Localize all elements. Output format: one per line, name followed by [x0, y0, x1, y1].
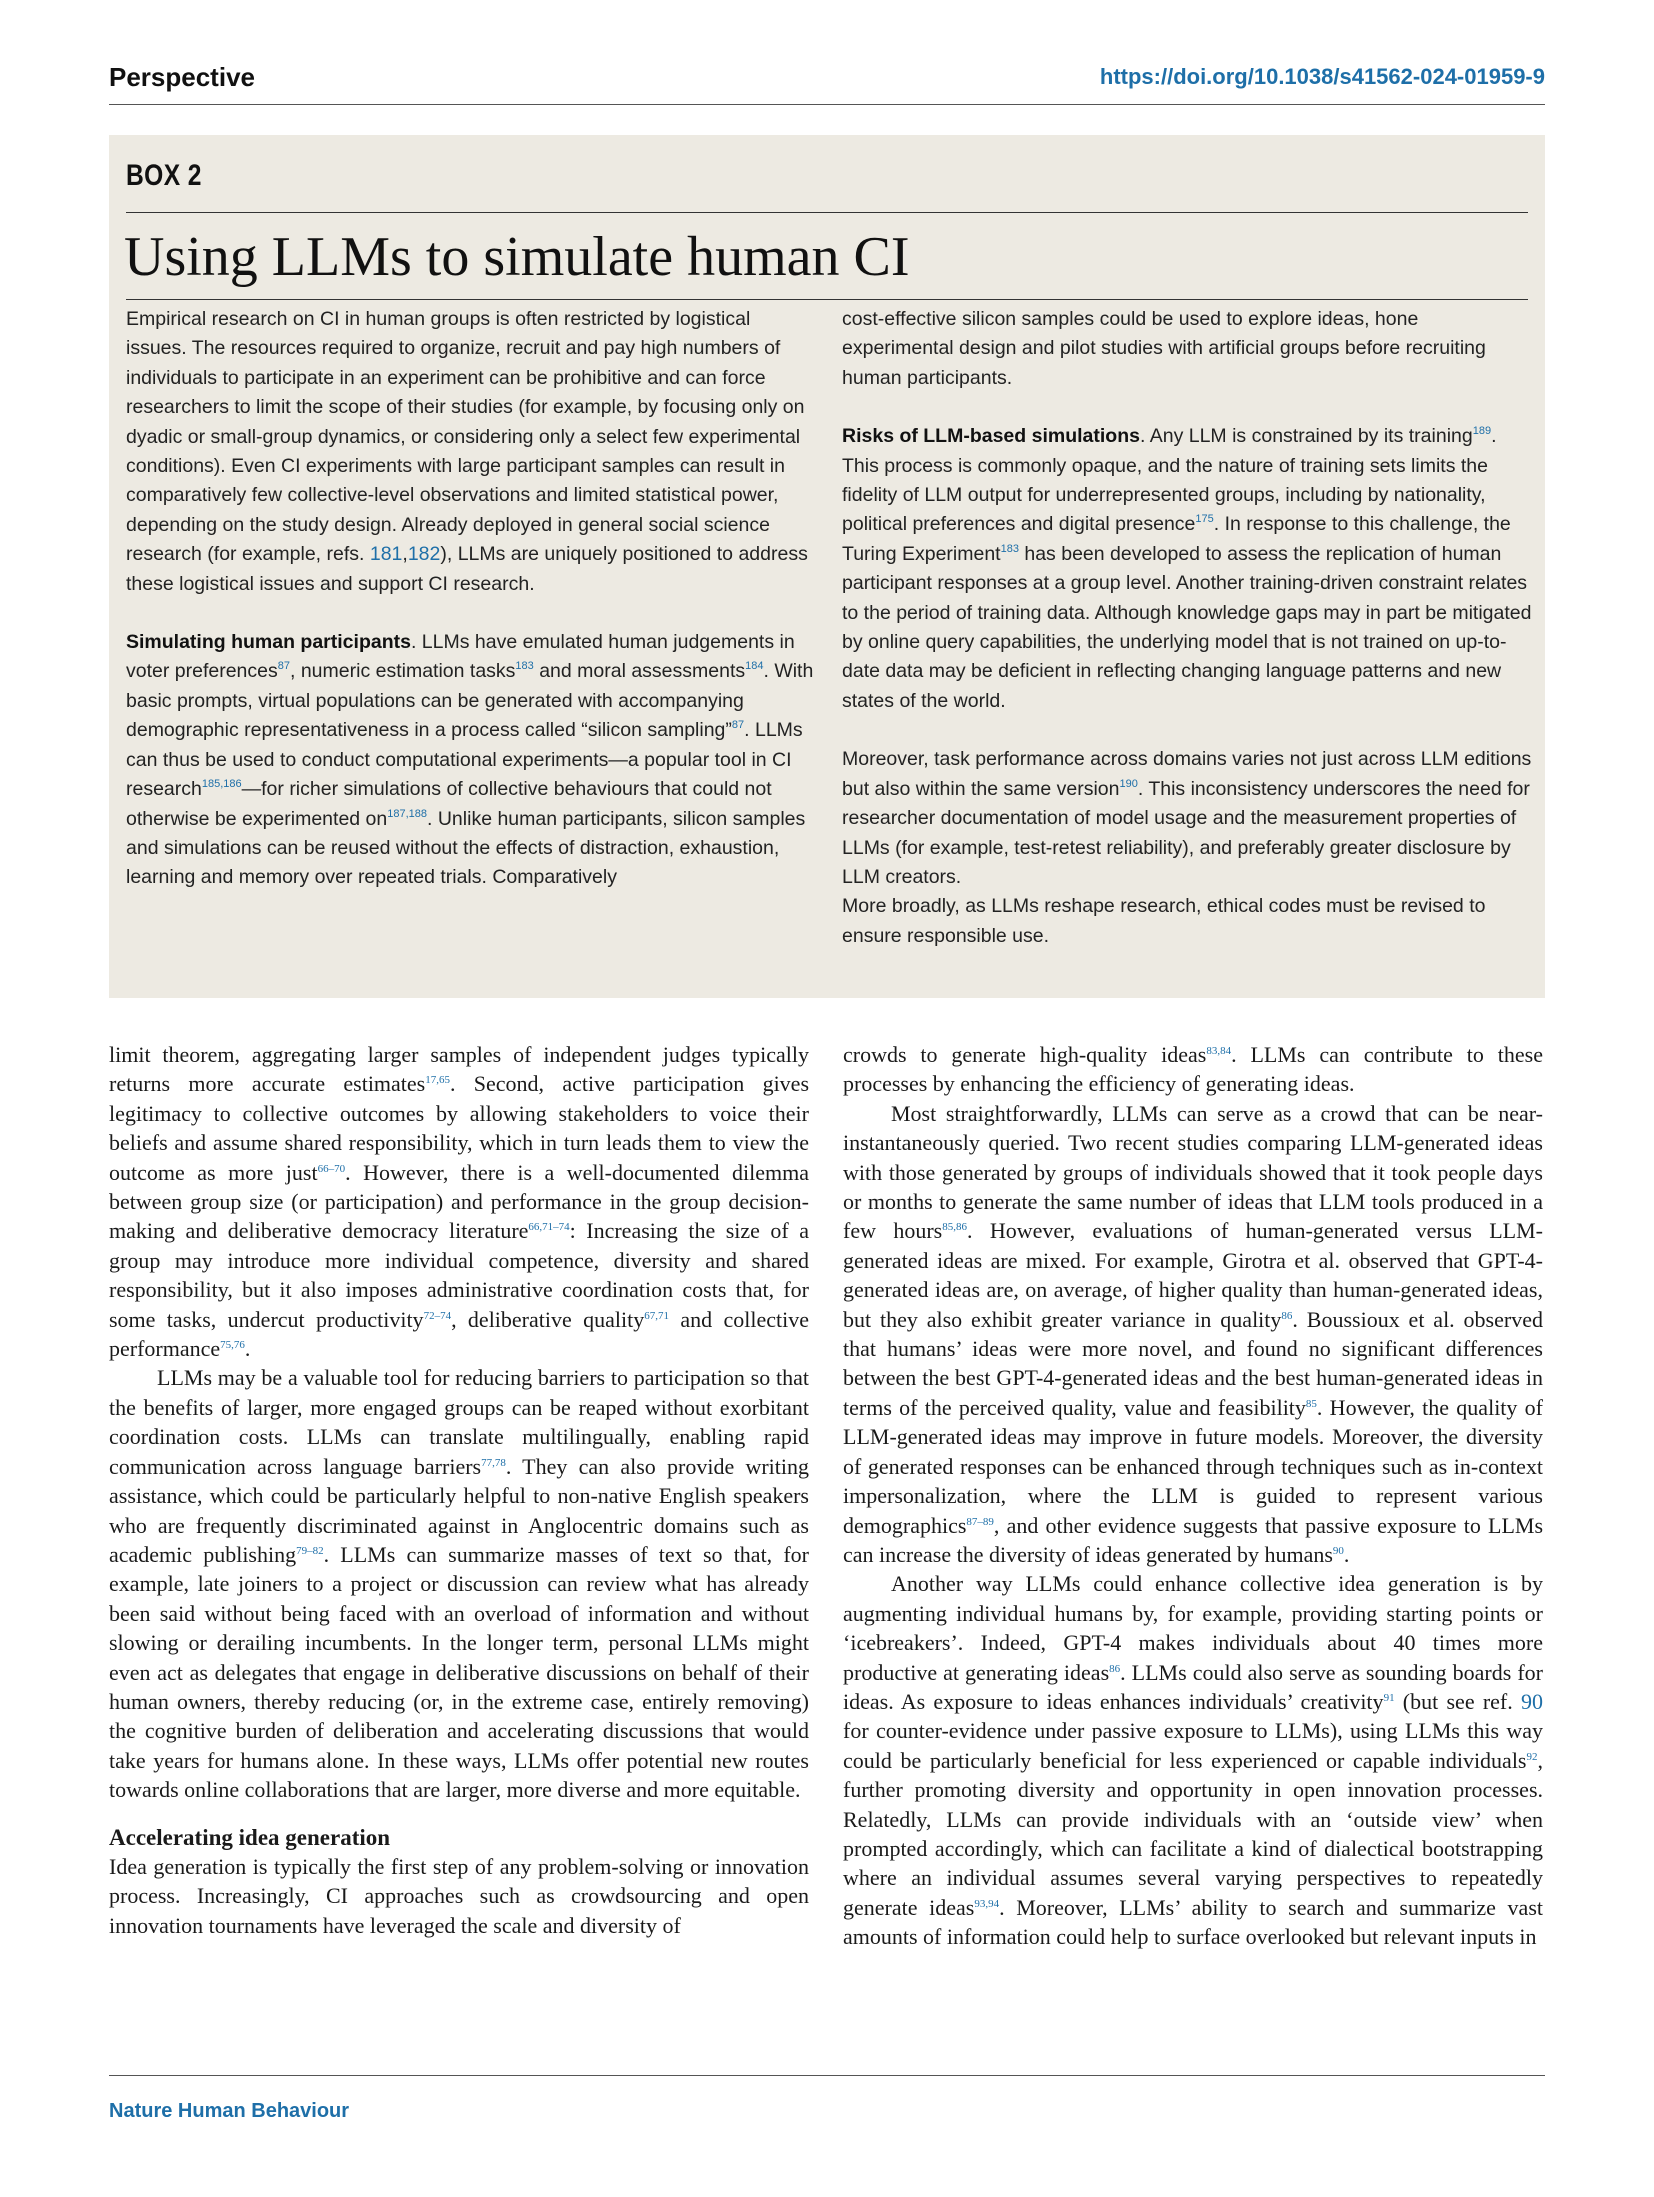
text: . They can also provide writing assistance, which could be particularly helpful to non-native English speakers who are frequently discriminated against in Anglocentric domains such as academic publishing [109, 1453, 810, 1567]
paragraph-heading: Simulating human participants [126, 631, 411, 654]
header-divider [109, 104, 1545, 105]
ref-link[interactable]: 86 [1109, 1662, 1121, 1675]
text: . Any LLM is constrained by its training [1139, 425, 1473, 448]
box-column-left [126, 305, 816, 893]
text: —for richer simulations of collective behaviours that could not otherwise be experimented on [126, 778, 772, 830]
body-paragraph [843, 1040, 1543, 1099]
text: Most straightforwardly, LLMs can serve as a crowd that can be near-instantaneously queried. Two recent studies comparing LLM-generated ideas with those generated by groups of individuals showed that it took people days or months to generate the same number of ideas that LLM tools produced in a few hours [843, 1100, 1543, 1244]
ref-link[interactable]: 66–70 [317, 1162, 346, 1175]
ref-link[interactable]: 90 [1332, 1544, 1344, 1557]
ref-link[interactable]: 175 [1195, 513, 1214, 526]
text: . Moreover, LLMs’ ability to search and summarize vast amounts of information could help to surface overlooked but relevant inputs in [843, 1894, 1543, 1950]
ref-link[interactable]: 17,65 [425, 1074, 450, 1087]
text: . In response to this challenge, the Turing Experiment [842, 513, 1511, 565]
ref-link[interactable]: 83,84 [1206, 1045, 1232, 1057]
ref-link[interactable]: 93,94 [974, 1897, 1000, 1910]
text: . However, evaluations of human-generated versus LLM-generated ideas are mixed. For example, Girotra et al. observed that GPT-4-generated ideas are, on average, of higher quality than human-generated ideas, but they also exhibit greater variance in quality [843, 1218, 1543, 1332]
box-paragraph [126, 628, 816, 893]
body-paragraph [109, 1363, 809, 1804]
ref-link[interactable]: 66,71–74 [528, 1221, 570, 1234]
text: . LLMs have emulated human judgements in voter preferences [126, 631, 795, 683]
ref-link[interactable]: 75,76 [220, 1339, 245, 1352]
ref-link[interactable]: 185,186 [201, 778, 242, 791]
text: . Boussioux et al. observed that humans’ ideas were more novel, and found no significant differences between the best GPT-4-generated ideas and the best human-generated ideas in terms of the perceived quality, value and feasibility [843, 1306, 1543, 1420]
ref-link[interactable]: 79–82 [296, 1544, 324, 1557]
ref-link[interactable]: 189 [1472, 425, 1492, 438]
text: LLMs may be a valuable tool for reducing barriers to participation so that the benefits of larger, more engaged groups can be reaped without exorbitant coordination costs. LLMs can translate multilingually, enabling rapid communication across language barriers [109, 1365, 809, 1479]
ref-link[interactable]: 184 [745, 660, 764, 673]
text: . LLMs can summarize masses of text so that, for example, late joiners to a project or discussion can review what has already been said without being faced with an overload of information and without slowing or derailing incumbents. In the longer term, personal LLMs might even act as delegates that engage in deliberative discussions on behalf of their human owners, thereby reducing (or, in the extreme case, entirely removing) the cognitive burden of deliberation and accelerating discussions that would take years for humans alone. In these ways, LLMs offer potential new routes towards online collaborations that are larger, more diverse and more equitable. [109, 1541, 809, 1803]
ref-link[interactable]: 86 [1281, 1309, 1293, 1322]
ref-link[interactable]: 90 [1521, 1688, 1543, 1714]
box-panel [109, 135, 1545, 998]
box-paragraph [126, 305, 816, 599]
ref-link[interactable]: 92 [1526, 1750, 1538, 1763]
text: , deliberative quality [451, 1306, 645, 1332]
text: Another way LLMs could enhance collective idea generation is by augmenting individual humans by, for example, providing starting points or ‘icebreakers’. Indeed, GPT-4 makes individuals about 40 times more productive at generating ideas [843, 1571, 1543, 1685]
text: Empirical research on CI in human groups is often restricted by logistical issues. The resources required to organize, recruit and pay high numbers of individuals to participate in an experiment can be prohibitive and can force researchers to limit the scope of their studies (for example, by focusing only on dyadic or small-group dynamics, or considering only a select few experimental conditions). Even CI experiments with large participant samples can result in comparatively few collective-level observations and limited statistical power, depending on the study design. Already deployed in general social science research (for example, refs. [126, 308, 805, 566]
body-paragraph: Idea generation is typically the first step of any problem-solving or innovation process. Increasingly, CI approaches such as crowdsourcing and open innovation tournaments have leveraged the scale and diversity of [109, 1853, 809, 1938]
text: limit theorem, aggregating larger samples of independent judges typically returns more accurate estimates [109, 1042, 809, 1097]
box-paragraph: cost-effective silicon samples could be used to explore ideas, hone experimental design and pilot studies with artificial groups before recruiting human participants. [842, 308, 1486, 389]
box-label: BOX 2 [126, 159, 202, 192]
text: , [402, 543, 408, 566]
text: . LLMs can contribute to these processes by enhancing the efficiency of generating ideas. [843, 1042, 1543, 1097]
section-label: Perspective [109, 62, 255, 92]
text: and moral assessments [533, 660, 746, 683]
ref-link[interactable]: 187,188 [387, 807, 428, 820]
ref-link[interactable]: 67,71 [644, 1309, 669, 1322]
text: , numeric estimation tasks [290, 660, 516, 683]
ref-link[interactable]: 85 [1305, 1397, 1317, 1410]
box-divider [126, 299, 1528, 300]
box-title: Using LLMs to simulate human CI [124, 226, 910, 288]
text: has been developed to assess the replication of human participant responses at a group level. Another training-driven constraint relates to the period of training data. Although knowledge gaps may in part be mitigated by online query capabilities, the underlying model that is not trained on up-to-date data may be deficient in reflecting changing language patterns and new states of the world. [842, 542, 1532, 712]
box-divider [126, 212, 1528, 213]
text: . LLMs could also serve as sounding boards for ideas. As exposure to ideas enhances individuals’ creativity [843, 1659, 1543, 1714]
ref-link[interactable]: 190 [1119, 777, 1138, 790]
ref-link[interactable]: 181 [369, 543, 403, 566]
ref-link[interactable]: 87 [277, 660, 290, 673]
body-paragraph [109, 1040, 809, 1363]
body-paragraph [843, 1099, 1543, 1570]
doi-link[interactable]: https://doi.org/10.1038/s41562-024-01959-9 [1099, 64, 1545, 89]
ref-link[interactable]: 87–89 [966, 1515, 994, 1528]
text: Moreover, task performance across domains varies not just across LLM editions but also within the same version [842, 748, 1532, 800]
text: . This inconsistency underscores the need for researcher documentation of model usage and the measurement properties of LLMs (for example, test-retest reliability), and preferably greater disclosure by LLM creators. [842, 777, 1530, 888]
text: . [244, 1336, 251, 1362]
box-paragraph [842, 422, 1532, 716]
ref-link[interactable]: 87 [731, 719, 745, 732]
box-paragraph [842, 745, 1532, 892]
ref-link[interactable]: 77,78 [481, 1456, 506, 1469]
text: . Second, active participation gives legitimacy to collective outcomes by allowing stakeholders to voice their beliefs and assume shared responsibility, which in turn leads them to view the outcome as more just [109, 1071, 810, 1185]
text: for counter-evidence under passive exposure to LLMs), using LLMs this way could be particularly beneficial for less experienced or capable individuals [843, 1718, 1543, 1773]
text: and collective performance [109, 1306, 810, 1362]
box-column-right [842, 305, 1532, 951]
ref-link[interactable]: 85,86 [942, 1221, 967, 1234]
text: . Unlike human participants, silicon samples and simulations can be reused without the effects of distraction, exhaustion, learning and memory over repeated trials. Comparatively [126, 807, 806, 889]
paragraph-heading: Risks of LLM-based simulations [842, 425, 1140, 448]
footer-divider [109, 2075, 1545, 2076]
text: . However, there is a well-documented dilemma between group size (or participation) and performance in the group decision-making and deliberative democracy literature [109, 1159, 809, 1244]
text: . [1343, 1541, 1350, 1567]
text: . This process is commonly opaque, and the nature of training sets limits the fidelity of LLM output for underrepresented groups, including by nationality, political preferences and digital presence [842, 425, 1497, 536]
ref-link[interactable]: 72–74 [423, 1309, 452, 1322]
text: , and other evidence suggests that passive exposure to LLMs can increase the diversity of ideas generated by humans [843, 1512, 1543, 1567]
ref-link[interactable]: 91 [1383, 1691, 1395, 1704]
ref-link[interactable]: 182 [407, 543, 441, 566]
text: : Increasing the size of a group may introduce more individual competence, diversity and shared responsibility, but it also imposes administrative coordination costs that, for some tasks, undercut productivity [109, 1218, 809, 1332]
text: ), LLMs are uniquely positioned to address these logistical issues and support CI research. [126, 543, 808, 595]
section-heading: Accelerating idea generation [109, 1824, 391, 1850]
main-column-left [109, 1040, 809, 1940]
text: . LLMs can thus be used to conduct computational experiments—a popular tool in CI research [126, 719, 803, 801]
text: (but see ref. [1394, 1688, 1521, 1714]
box-paragraph: More broadly, as LLMs reshape research, ethical codes must be revised to ensure responsible use. [842, 895, 1486, 947]
ref-link[interactable]: 183 [515, 660, 534, 673]
body-paragraph [843, 1569, 1543, 1951]
main-column-right [843, 1040, 1543, 1952]
ref-link[interactable]: 183 [1000, 542, 1019, 555]
text: , further promoting diversity and opportunity in open innovation processes. Relatedly, LLMs can provide individuals with an ‘outside view’ when prompted accordingly, which can facilitate a kind of dialectical bootstrapping where an individual assumes several varying perspectives to repeatedly generate ideas [843, 1747, 1543, 1920]
text: crowds to generate high-quality ideas [843, 1042, 1207, 1067]
journal-name: Nature Human Behaviour [109, 2100, 350, 2122]
text: . With basic prompts, virtual populations can be generated with accompanying demographic representativeness in a process called “silicon sampling” [126, 660, 814, 742]
text: . However, the quality of LLM-generated ideas may improve in future models. Moreover, the diversity of generated responses can be enhanced through techniques such as in-context impersonalization, where the LLM is guided to represent various demographics [843, 1394, 1543, 1538]
